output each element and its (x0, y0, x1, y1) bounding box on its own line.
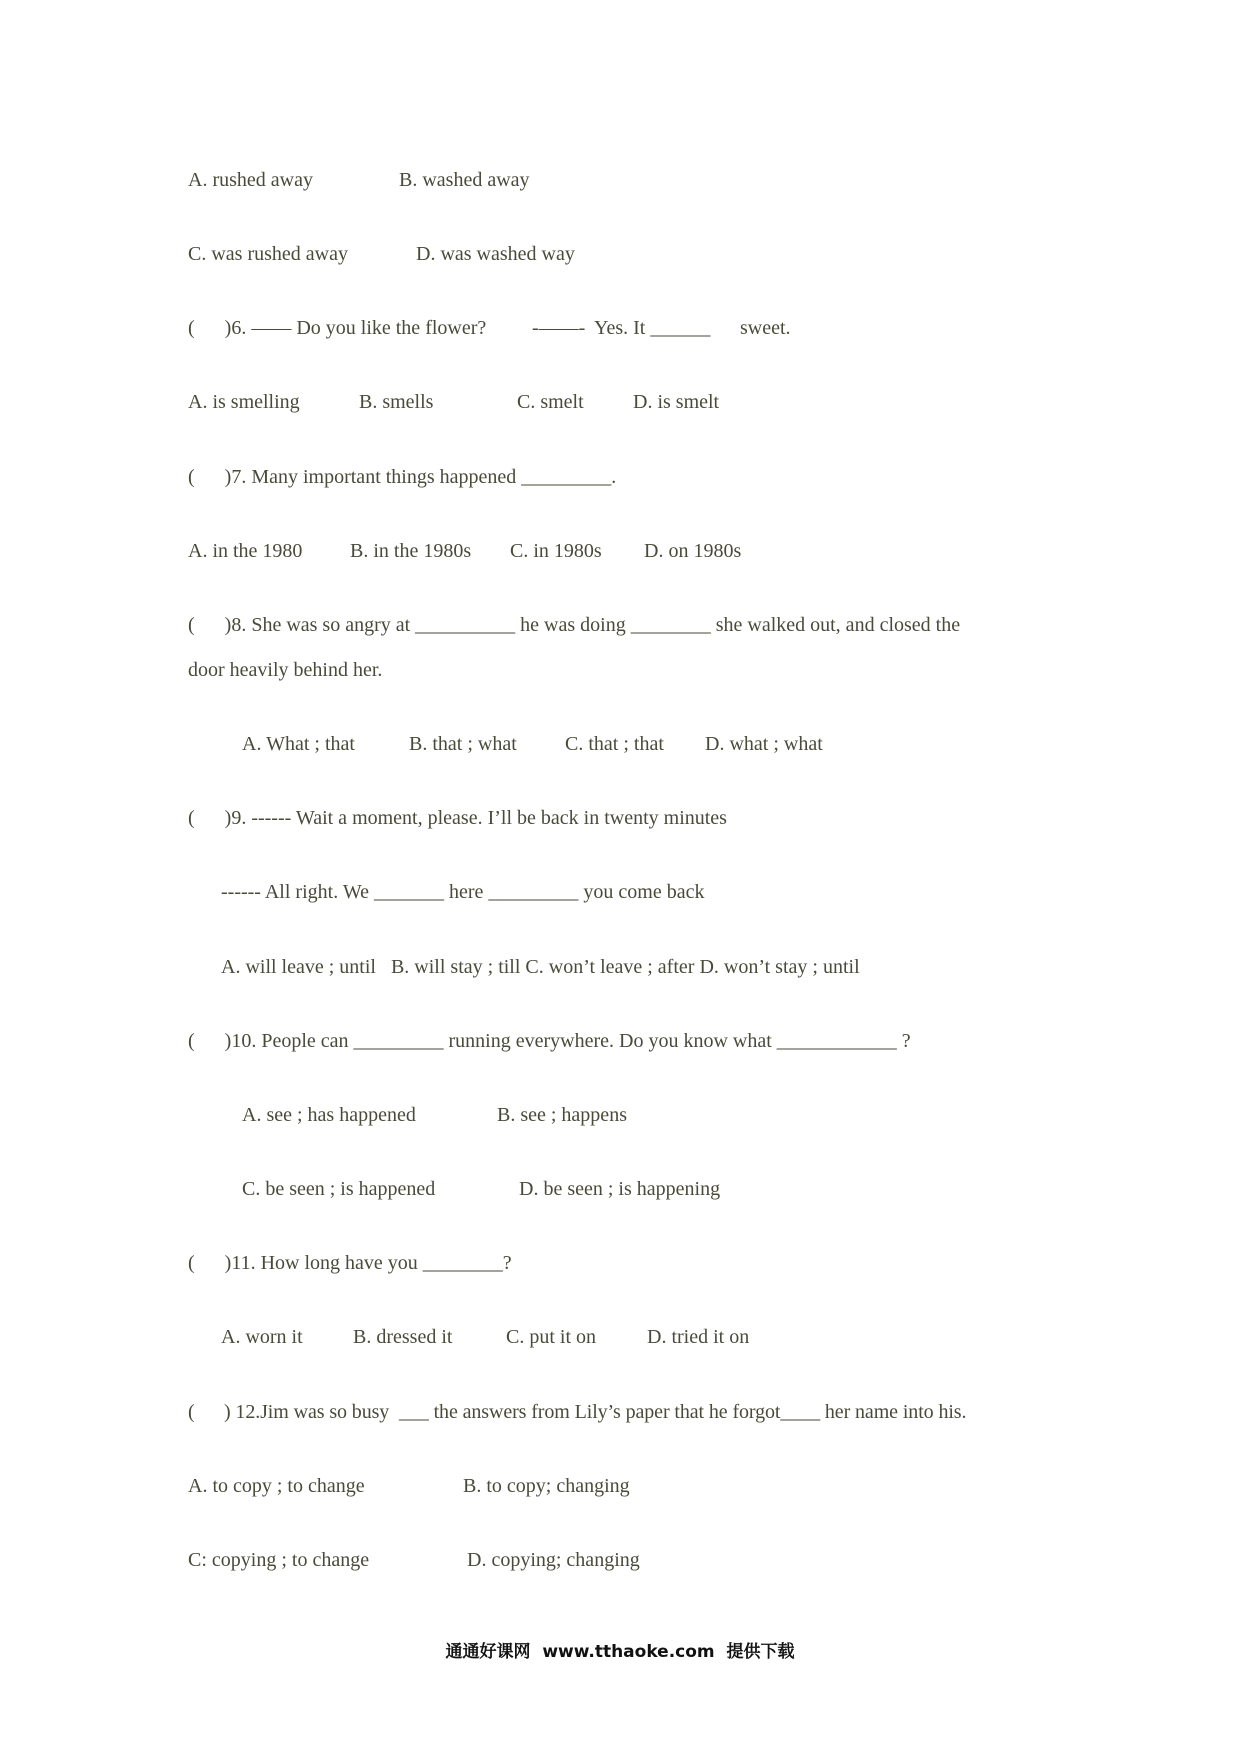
q11-option-c: C. put it on (506, 1326, 597, 1348)
q10-options-row2 (0, 1177, 721, 1249)
q9-options-text: A. will leave ; until B. will stay ; till C. won’t leave ; after D. won’t stay ; until (221, 956, 860, 978)
q5-option-a: A. rushed away (188, 169, 313, 191)
q10-options-row1 (0, 1103, 627, 1175)
q6-option-c: C. smelt (517, 391, 584, 413)
q6-option-b: B. smells (359, 391, 434, 413)
q12-options-row1 (0, 1474, 630, 1546)
q12-stem (0, 1400, 967, 1448)
q7-option-c: C. in 1980s (510, 540, 602, 562)
q8-option-a: A. What ; that (242, 733, 355, 755)
q12-options-row2 (0, 1548, 640, 1620)
q9-stem-line1 (0, 806, 727, 854)
q8-option-d: D. what ; what (705, 733, 823, 755)
q5-option-d: D. was washed way (416, 243, 575, 265)
q7-stem-text: ( )7. Many important things happened _________. (188, 466, 617, 488)
q10-stem-text: ( )10. People can _________ running everywhere. Do you know what ____________ ? (188, 1030, 911, 1052)
page-footer: 通通好课网 www.tthaoke.com 提供下载 (445, 1642, 795, 1662)
q9-stem-line2 (0, 880, 705, 928)
q8-stem-line1 (0, 613, 961, 661)
q12-stem-text: ( ) 12.Jim was so busy ___ the answers from Lily’s paper that he forgot____ her name into his. (188, 1401, 967, 1423)
q8-stem-line2 (0, 658, 383, 706)
q6-stem-part-a: ( )6. —— Do you like the flower? (188, 317, 487, 339)
q5-options-row2 (0, 242, 575, 314)
q9-stem-line1-text: ( )9. ------ Wait a moment, please. I’ll be back in twenty minutes (188, 807, 727, 829)
q11-option-b: B. dressed it (353, 1326, 453, 1348)
q8-option-c: C. that ; that (565, 733, 664, 755)
q8-stem-line1-text: ( )8. She was so angry at __________ he was doing ________ she walked out, and closed the (188, 614, 961, 636)
q6-stem-part-c: Yes. It ______ (594, 317, 711, 339)
q8-stem-line2-text: door heavily behind her. (188, 659, 383, 681)
q6-option-a: A. is smelling (188, 391, 300, 413)
q10-option-d: D. be seen ; is happening (519, 1178, 721, 1200)
q12-option-d: D. copying; changing (467, 1549, 640, 1571)
q7-option-a: A. in the 1980 (188, 540, 303, 562)
q8-option-b: B. that ; what (409, 733, 517, 755)
q6-stem-part-d: sweet. (740, 317, 791, 339)
q9-stem-line2-text: ------ All right. We _______ here _________ you come back (221, 881, 705, 903)
q5-option-c: C. was rushed away (188, 243, 348, 265)
q11-stem-text: ( )11. How long have you ________? (188, 1252, 512, 1274)
q12-option-b: B. to copy; changing (463, 1475, 630, 1497)
q5-option-b: B. washed away (399, 169, 530, 191)
q10-option-c: C. be seen ; is happened (242, 1178, 436, 1200)
q7-option-b: B. in the 1980s (350, 540, 472, 562)
q12-option-a: A. to copy ; to change (188, 1475, 365, 1497)
q7-option-d: D. on 1980s (644, 540, 742, 562)
q10-option-a: A. see ; has happened (242, 1104, 416, 1126)
q11-option-a: A. worn it (221, 1326, 303, 1348)
q11-stem (0, 1251, 512, 1299)
q7-stem (0, 465, 617, 513)
q11-option-d: D. tried it on (647, 1326, 750, 1348)
q10-stem (0, 1029, 911, 1077)
q6-stem-part-b: -——- (532, 317, 586, 339)
q12-option-c: C: copying ; to change (188, 1549, 370, 1571)
q6-option-d: D. is smelt (633, 391, 720, 413)
q9-options (0, 955, 860, 1003)
q10-option-b: B. see ; happens (497, 1104, 627, 1126)
q5-options-row1 (0, 168, 530, 240)
